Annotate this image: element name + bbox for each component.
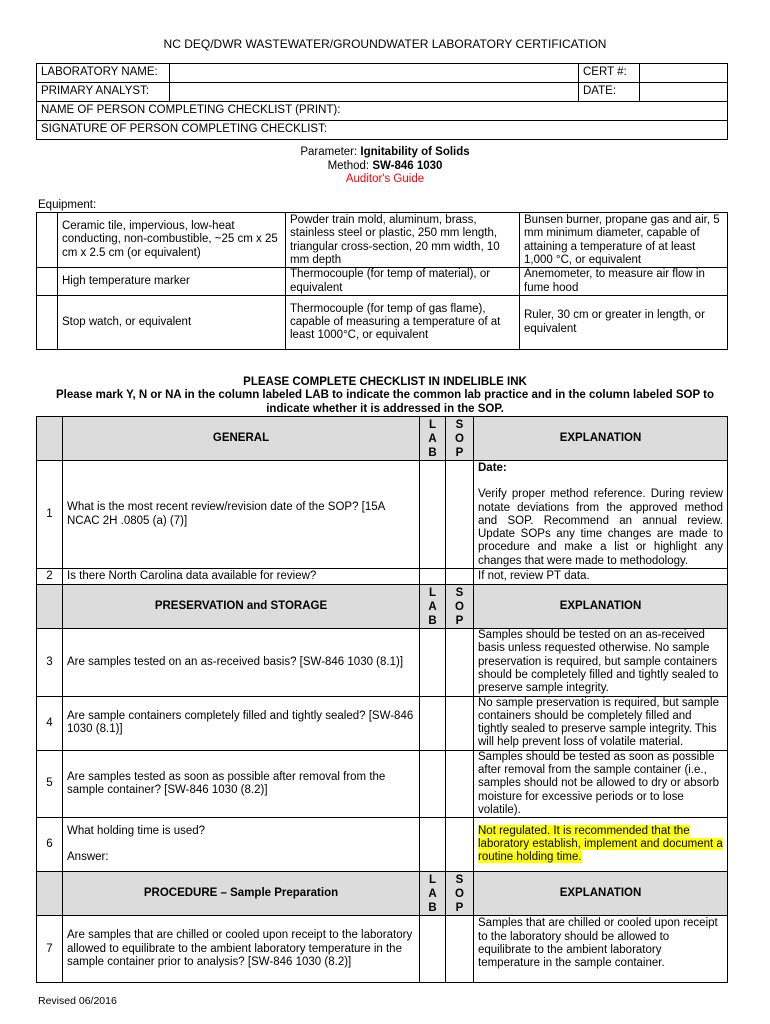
explanation-cell xyxy=(474,461,728,569)
sop-answer-cell[interactable] xyxy=(446,461,474,569)
explanation-text: Samples that are chilled or cooled upon receipt to the laboratory should be allowed to equilibrate to the ambient laboratory temperature in the sample container. xyxy=(474,916,728,983)
lab-answer-cell[interactable] xyxy=(420,750,446,817)
lab-answer-cell[interactable] xyxy=(420,461,446,569)
equipment-item: Bunsen burner, propane gas and air, 5 mm minimum diameter, capable of attaining a temperature of at least 1,000 °C, or equivalent xyxy=(520,213,728,268)
revision-footer: Revised 06/2016 xyxy=(38,995,117,1007)
blank-cell xyxy=(37,872,63,916)
row-number: 4 xyxy=(37,696,63,750)
name-person-row[interactable] xyxy=(37,102,728,121)
method-line: Method: SW-846 1030 xyxy=(327,159,443,172)
parameter-block xyxy=(0,146,770,187)
row-number: 6 xyxy=(37,818,63,872)
question-cell xyxy=(63,818,420,872)
instruction-line1: PLEASE COMPLETE CHECKLIST IN INDELIBLE INK xyxy=(243,376,527,388)
instructions xyxy=(50,376,720,416)
equipment-item: Powder train mold, aluminum, brass, stainless steel or plastic, 250 mm length, triangular cross-section, 20 mm width, 10 mm depth xyxy=(286,213,520,268)
explanation-text: No sample preservation is required, but sample containers should be completely filled and tightly sealed to preserve sample integrity. This will help prevent loss of volatile material. xyxy=(474,696,728,750)
sop-answer-cell[interactable] xyxy=(446,629,474,696)
equipment-item: High temperature marker xyxy=(58,268,286,296)
explanation-text-highlighted: Not regulated. It is recommended that the laboratory establish, implement and document a routine holding time. xyxy=(478,824,723,864)
table-row xyxy=(37,916,728,983)
header-fields-table xyxy=(36,63,728,140)
lab-column-header: L A B xyxy=(420,585,446,629)
equipment-bullet xyxy=(37,296,58,350)
lab-answer-cell[interactable] xyxy=(420,916,446,983)
question: Are samples that are chilled or cooled upon receipt to the laboratory allowed to equilibrate to the ambient laboratory temperature in the sample container prior to analysis? [SW-846 1030 (8.2)] xyxy=(63,916,420,983)
equipment-item: Ceramic tile, impervious, low-heat conducting, non-combustible, ~25 cm x 25 cm x 2.5 cm (or equivalent) xyxy=(58,213,286,268)
sop-answer-cell[interactable] xyxy=(446,818,474,872)
laboratory-name-field[interactable] xyxy=(170,64,579,83)
signature-person-label: SIGNATURE OF PERSON COMPLETING CHECKLIST: xyxy=(41,123,328,136)
row-number: 2 xyxy=(37,569,63,585)
row-number: 3 xyxy=(37,629,63,696)
question: What is the most recent review/revision date of the SOP? [15A NCAC 2H .0805 (a) (7)] xyxy=(63,461,420,569)
cert-field[interactable] xyxy=(640,64,728,83)
equipment-label: Equipment: xyxy=(38,199,97,211)
lab-answer-cell[interactable] xyxy=(420,696,446,750)
section-title: GENERAL xyxy=(63,417,420,461)
section-header-general xyxy=(37,417,728,461)
equipment-item: Thermocouple (for temp of material), or equivalent xyxy=(286,268,520,296)
row-number: 1 xyxy=(37,461,63,569)
auditors-guide: Auditor's Guide xyxy=(345,173,425,185)
equipment-item: Stop watch, or equivalent xyxy=(58,296,286,350)
sop-column-header: S O P xyxy=(446,417,474,461)
sop-answer-cell[interactable] xyxy=(446,569,474,585)
parameter-line: Parameter: Ignitability of Solids xyxy=(300,146,470,158)
lab-column-header: L A B xyxy=(420,872,446,916)
equipment-bullet xyxy=(37,213,58,268)
row-number: 7 xyxy=(37,916,63,983)
date-field[interactable] xyxy=(640,83,728,102)
table-row xyxy=(37,750,728,817)
lab-column-header: L A B xyxy=(420,417,446,461)
answer-label: Answer: xyxy=(67,851,109,864)
question: Are sample containers completely filled and tightly sealed? [SW-846 1030 (8.1)] xyxy=(63,696,420,750)
section-header-preservation xyxy=(37,585,728,629)
explanation-header: EXPLANATION xyxy=(474,585,728,629)
parameter-value: Ignitability of Solids xyxy=(360,146,470,158)
section-title: PRESERVATION and STORAGE xyxy=(63,585,420,629)
explanation-cell xyxy=(474,818,728,872)
question: What holding time is used? xyxy=(67,824,206,837)
question: Is there North Carolina data available for review? xyxy=(63,569,420,585)
sop-column-header: S O P xyxy=(446,872,474,916)
section-title: PROCEDURE – Sample Preparation xyxy=(63,872,420,916)
question: Are samples tested as soon as possible after removal from the sample container? [SW-846 1030 (8.2)] xyxy=(63,750,420,817)
table-row xyxy=(37,461,728,569)
name-person-label: NAME OF PERSON COMPLETING CHECKLIST (PRINT): xyxy=(41,104,341,117)
page-title: NC DEQ/DWR WASTEWATER/GROUNDWATER LABORATORY CERTIFICATION xyxy=(163,37,607,51)
primary-analyst-field[interactable] xyxy=(170,83,579,102)
equipment-item: Anemometer, to measure air flow in fume hood xyxy=(520,268,728,296)
sop-answer-cell[interactable] xyxy=(446,916,474,983)
explanation-text: If not, review PT data. xyxy=(474,569,728,585)
method-value: SW-846 1030 xyxy=(372,159,443,172)
checklist-table xyxy=(36,416,728,983)
row-number: 5 xyxy=(37,750,63,817)
explanation-header: EXPLANATION xyxy=(474,417,728,461)
table-row xyxy=(37,696,728,750)
explanation-header: EXPLANATION xyxy=(474,872,728,916)
question: Are samples tested on an as-received basis? [SW-846 1030 (8.1)] xyxy=(63,629,420,696)
equipment-table xyxy=(36,212,728,350)
sop-answer-cell[interactable] xyxy=(446,750,474,817)
section-header-procedure xyxy=(37,872,728,916)
instruction-line2: Please mark Y, N or NA in the column labeled LAB to indicate the common lab practice and in the column labeled SOP to indicate whether it is addressed in the SOP. xyxy=(56,389,714,415)
signature-person-row[interactable] xyxy=(37,121,728,140)
table-row xyxy=(37,818,728,872)
sop-column-header: S O P xyxy=(446,585,474,629)
table-row xyxy=(37,629,728,696)
laboratory-name-label: LABORATORY NAME: xyxy=(37,64,170,83)
date-label: Date: xyxy=(478,462,507,474)
lab-answer-cell[interactable] xyxy=(420,569,446,585)
equipment-item: Ruler, 30 cm or greater in length, or equivalent xyxy=(520,296,728,350)
explanation-text: Verify proper method reference. During review notate deviations from the approved method and SOP. Recommend an annual review. Update SOPs any time changes are made to procedure and make a list or highlight any changes that were made to methodology. xyxy=(478,488,723,567)
table-row xyxy=(37,569,728,585)
blank-cell xyxy=(37,585,63,629)
explanation-text: Samples should be tested on an as-received basis unless requested otherwise. No sample preservation is required, but sample containers should be completely filled and tightly sealed to preserve sample integrity. xyxy=(474,629,728,696)
equipment-item: Thermocouple (for temp of gas flame), capable of measuring a temperature of at least 1000°C, or equivalent xyxy=(286,296,520,350)
equipment-bullet xyxy=(37,268,58,296)
blank-cell xyxy=(37,417,63,461)
explanation-text: Samples should be tested as soon as possible after removal from the sample container (i.e., samples should not be allowed to dry or absorb moisture for excessive periods or to lose volatile). xyxy=(474,750,728,817)
primary-analyst-label: PRIMARY ANALYST: xyxy=(37,83,170,102)
date-label: DATE: xyxy=(579,83,640,102)
cert-label: CERT #: xyxy=(579,64,640,83)
lab-answer-cell[interactable] xyxy=(420,629,446,696)
sop-answer-cell[interactable] xyxy=(446,696,474,750)
lab-answer-cell[interactable] xyxy=(420,818,446,872)
